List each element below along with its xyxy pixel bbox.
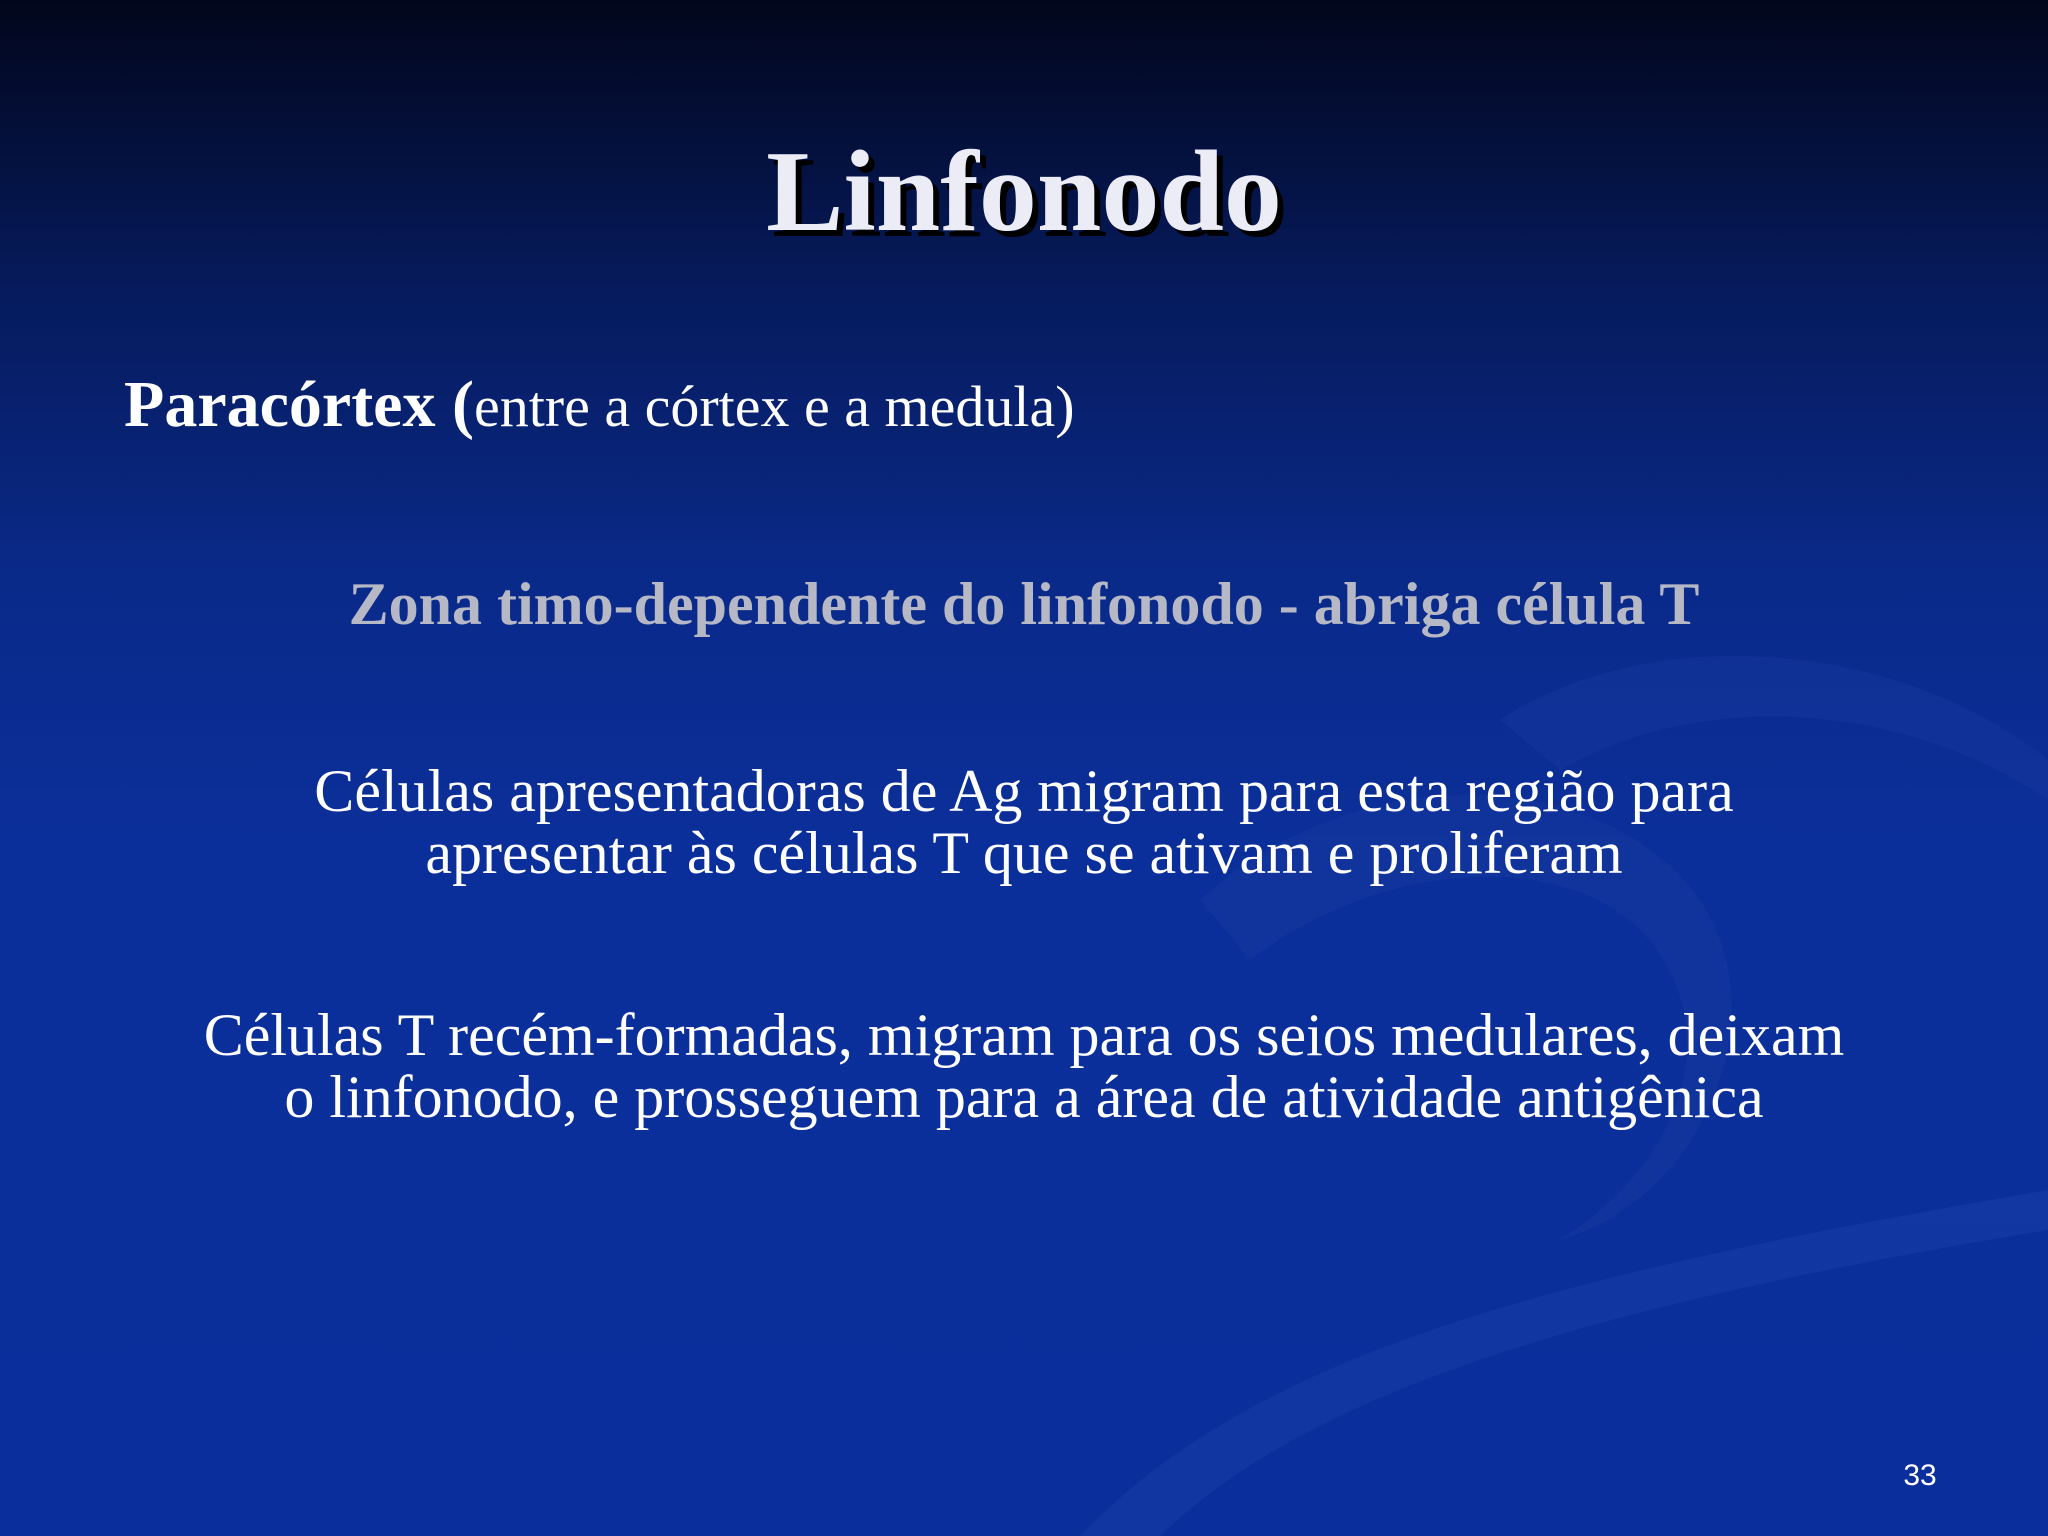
- paracortex-heading: [124, 370, 1075, 442]
- paracortex-term: Paracórtex (: [124, 368, 474, 441]
- paragraph-line: Células apresentadoras de Ag migram para esta região para: [314, 758, 1734, 824]
- zone-subtitle: Zona timo-dependente do linfonodo - abriga célula T: [348, 571, 1700, 637]
- paragraph-line: o linfonodo, e prosseguem para a área de atividade antigênica: [284, 1064, 1764, 1130]
- paracortex-description: entre a córtex e a medula): [473, 374, 1075, 439]
- slide-title: Linfonodo: [766, 128, 1282, 256]
- page-number: 33: [1903, 1459, 1937, 1492]
- paragraph-t-cells: [0, 1004, 2048, 1128]
- paragraph-antigen-presenting: [0, 760, 2048, 884]
- paragraph-line: Células T recém-formadas, migram para os seios medulares, deixam: [203, 1002, 1845, 1068]
- paragraph-line: apresentar às células T que se ativam e proliferam: [425, 820, 1623, 886]
